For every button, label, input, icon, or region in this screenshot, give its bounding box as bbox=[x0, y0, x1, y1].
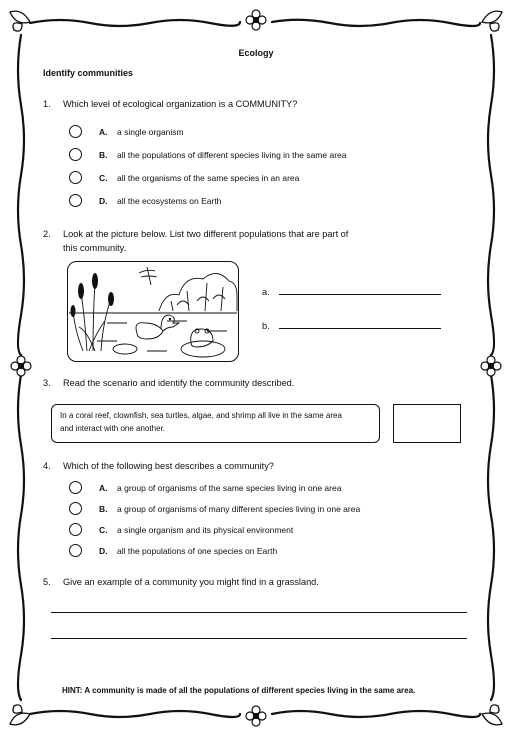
question-number: 5. bbox=[43, 577, 51, 587]
option-d-radio[interactable] bbox=[69, 194, 82, 207]
question-text: Read the scenario and identify the community described. bbox=[63, 378, 295, 388]
question-number: 4. bbox=[43, 461, 51, 471]
answer-b-label: b. bbox=[262, 321, 270, 331]
pond-community-illustration bbox=[67, 261, 239, 362]
option-a-radio[interactable] bbox=[69, 481, 82, 494]
option-letter: D. bbox=[99, 196, 108, 206]
scenario-text-line1: In a coral reef, clownfish, sea turtles, algae, and shrimp all live in the same area bbox=[60, 411, 342, 420]
question-number: 2. bbox=[43, 229, 51, 239]
question-text: Which of the following best describes a community? bbox=[63, 461, 274, 471]
answer-box[interactable] bbox=[393, 404, 461, 443]
question-text-line2: this community. bbox=[63, 243, 127, 253]
option-text: a group of organisms of many different species living in one area bbox=[117, 504, 361, 514]
option-text: all the ecosystems on Earth bbox=[117, 196, 222, 206]
option-b-radio[interactable] bbox=[69, 502, 82, 515]
option-text: a single organism bbox=[117, 127, 184, 137]
answer-a-label: a. bbox=[262, 287, 270, 297]
question-text: Give an example of a community you might find in a grassland. bbox=[63, 577, 319, 587]
scenario-text-line2: and interact with one another. bbox=[60, 424, 165, 433]
scenario-box bbox=[51, 404, 380, 443]
hint-text: HINT: A community is made of all the populations of different species living in the same area. bbox=[62, 686, 416, 695]
option-c-radio[interactable] bbox=[69, 523, 82, 536]
option-letter: B. bbox=[99, 504, 108, 514]
option-text: a single organism and its physical environment bbox=[117, 525, 294, 535]
question-number: 1. bbox=[43, 99, 51, 109]
option-d-radio[interactable] bbox=[69, 544, 82, 557]
option-c-radio[interactable] bbox=[69, 171, 82, 184]
answer-a-line[interactable] bbox=[279, 294, 441, 295]
answer-line-2[interactable] bbox=[51, 638, 467, 639]
answer-b-line[interactable] bbox=[279, 328, 441, 329]
option-b-radio[interactable] bbox=[69, 148, 82, 161]
answer-line-1[interactable] bbox=[51, 612, 467, 613]
option-text: all the populations of different species living in the same area bbox=[117, 150, 347, 160]
option-letter: A. bbox=[99, 483, 108, 493]
option-text: a group of organisms of the same species living in one area bbox=[117, 483, 342, 493]
option-text: all the organisms of the same species in an area bbox=[117, 173, 300, 183]
section-subtitle: Identify communities bbox=[43, 68, 134, 78]
question-number: 3. bbox=[43, 378, 51, 388]
option-letter: A. bbox=[99, 127, 108, 137]
option-letter: C. bbox=[99, 173, 108, 183]
option-a-radio[interactable] bbox=[69, 125, 82, 138]
question-text-line1: Look at the picture below. List two different populations that are part of bbox=[63, 229, 349, 239]
page-title: Ecology bbox=[238, 48, 274, 58]
option-letter: D. bbox=[99, 546, 108, 556]
option-letter: B. bbox=[99, 150, 108, 160]
question-text: Which level of ecological organization is a COMMUNITY? bbox=[63, 99, 298, 109]
option-letter: C. bbox=[99, 525, 108, 535]
option-text: all the populations of one species on Earth bbox=[117, 546, 278, 556]
